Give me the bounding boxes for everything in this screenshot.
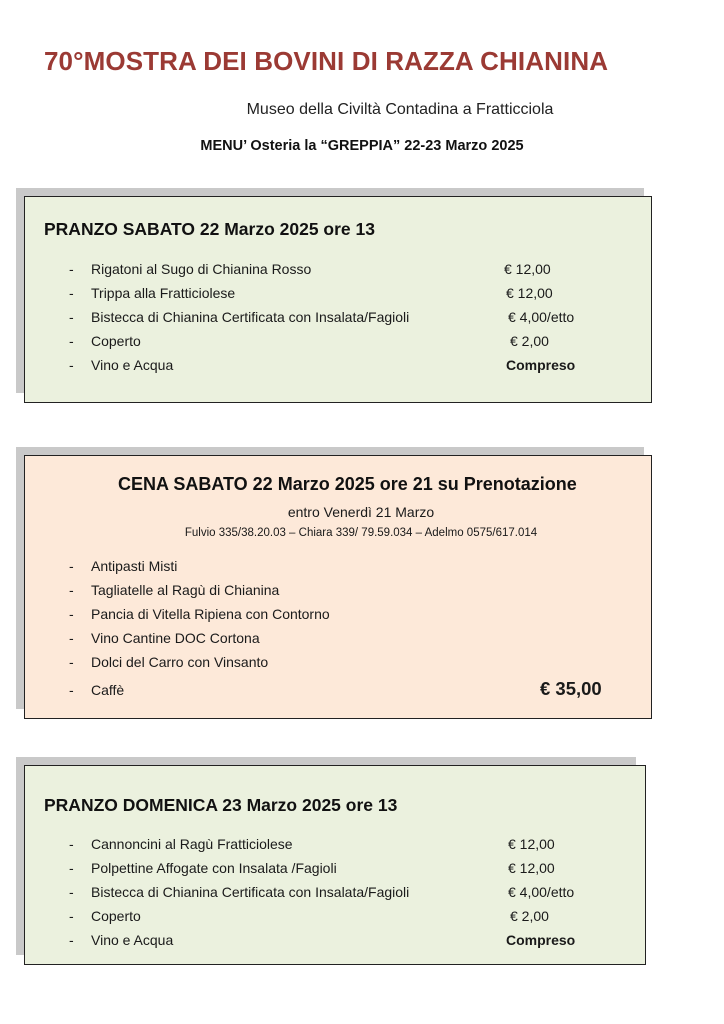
page-subtitle xyxy=(0,101,724,119)
bullet-dash: - xyxy=(69,932,74,948)
item-name: Caffè xyxy=(91,682,125,698)
item-price: € 12,00 xyxy=(504,261,551,277)
item-price: € 2,00 xyxy=(510,908,549,924)
menu-item xyxy=(25,558,651,580)
menu-item xyxy=(25,908,645,930)
bullet-dash: - xyxy=(69,908,74,924)
menu-item xyxy=(25,261,651,283)
item-name: Vino e Acqua xyxy=(91,932,174,948)
bullet-dash: - xyxy=(69,558,74,574)
menu-heading-text: MENU’ Osteria la “GREPPIA” 22-23 Marzo 2025 xyxy=(200,138,524,154)
item-name: Rigatoni al Sugo di Chianina Rosso xyxy=(91,261,312,277)
pranzo-domenica-title: PRANZO DOMENICA 23 Marzo 2025 ore 13 xyxy=(44,795,398,815)
menu-item xyxy=(25,582,651,604)
cena-sabato-title: CENA SABATO 22 Marzo 2025 ore 21 su Prenotazione xyxy=(118,474,577,494)
item-name: Bistecca di Chianina Certificata con Insalata/Fagioli xyxy=(91,309,410,325)
item-price: € 12,00 xyxy=(508,836,555,852)
bullet-dash: - xyxy=(69,654,74,670)
item-price: € 12,00 xyxy=(506,285,553,301)
item-name: Trippa alla Fratticiolese xyxy=(91,285,236,301)
item-price: Compreso xyxy=(506,932,576,948)
bullet-dash: - xyxy=(69,836,74,852)
pranzo-sabato-title: PRANZO SABATO 22 Marzo 2025 ore 13 xyxy=(44,219,375,239)
bullet-dash: - xyxy=(69,285,74,301)
cena-deadline: entro Venerdì 21 Marzo xyxy=(287,504,435,520)
cena-contacts: Fulvio 335/38.20.03 – Chiara 339/ 79.59.034 – Adelmo 0575/617.014 xyxy=(184,527,538,539)
bullet-dash: - xyxy=(69,860,74,876)
bullet-dash: - xyxy=(69,309,74,325)
item-name: Dolci del Carro con Vinsanto xyxy=(91,654,269,670)
menu-item xyxy=(25,606,651,628)
subtitle-text: Museo della Civiltà Contadina a Fratticciola xyxy=(246,101,554,118)
item-price: € 12,00 xyxy=(508,860,555,876)
item-price: € 4,00/etto xyxy=(508,884,575,900)
item-name: Vino Cantine DOC Cortona xyxy=(91,630,260,646)
menu-item xyxy=(25,860,645,882)
item-name: Antipasti Misti xyxy=(91,558,178,574)
item-price: € 2,00 xyxy=(510,333,549,349)
page-title: 70°MOSTRA DEI BOVINI DI RAZZA CHIANINA xyxy=(44,46,609,76)
item-name: Coperto xyxy=(91,908,141,924)
menu-heading xyxy=(0,138,724,154)
menu-item xyxy=(25,357,651,379)
pranzo-domenica-box xyxy=(24,765,646,965)
menu-item xyxy=(25,309,651,331)
menu-item xyxy=(25,932,645,954)
bullet-dash: - xyxy=(69,884,74,900)
menu-item xyxy=(25,630,651,652)
cena-price: € 35,00 xyxy=(540,678,602,699)
pranzo-sabato-box xyxy=(24,196,652,403)
menu-item xyxy=(25,285,651,307)
item-name: Cannoncini al Ragù Fratticiolese xyxy=(91,836,293,852)
cena-sabato-box xyxy=(24,455,652,719)
bullet-dash: - xyxy=(69,261,74,277)
menu-item xyxy=(25,654,651,676)
item-price: Compreso xyxy=(506,357,576,373)
bullet-dash: - xyxy=(69,582,74,598)
bullet-dash: - xyxy=(69,630,74,646)
bullet-dash: - xyxy=(69,682,74,698)
menu-item xyxy=(25,836,645,858)
item-name: Coperto xyxy=(91,333,141,349)
item-name: Pancia di Vitella Ripiena con Contorno xyxy=(91,606,330,622)
bullet-dash: - xyxy=(69,333,74,349)
item-price: € 4,00/etto xyxy=(508,309,575,325)
menu-item xyxy=(25,884,645,906)
menu-item xyxy=(25,333,651,355)
item-name: Polpettine Affogate con Insalata /Fagioli xyxy=(91,860,337,876)
item-name: Bistecca di Chianina Certificata con Insalata/Fagioli xyxy=(91,884,410,900)
item-name: Tagliatelle al Ragù di Chianina xyxy=(91,582,280,598)
bullet-dash: - xyxy=(69,606,74,622)
bullet-dash: - xyxy=(69,357,74,373)
item-name: Vino e Acqua xyxy=(91,357,174,373)
